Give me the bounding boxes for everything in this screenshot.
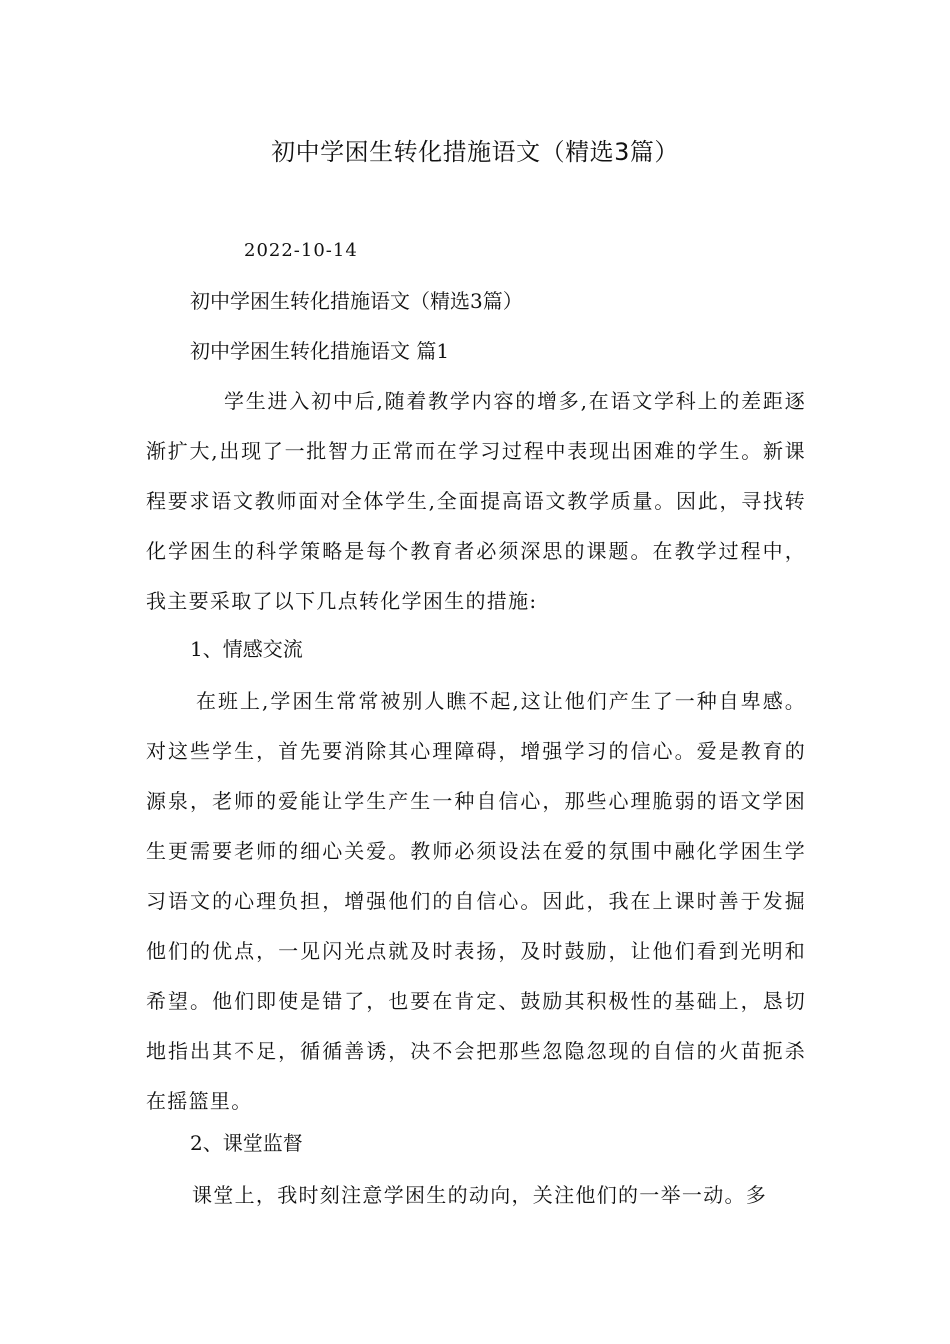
section-paragraph-1: 在班上,学困生常常被别人瞧不起,这让他们产生了一种自卑感。对这些学生，首先要消除其心理障碍，增强学习的信心。爱是教育的源泉，老师的爱能让学生产生一种自信心，那些心理脆弱的语文学困生更需要老师的细心关爱。教师必须设法在爱的氛围中融化学困生学习语文的心理负担，增强他们的自信心。因此，我在上课时善于发掘他们的优点，一见闪光点就及时表扬，及时鼓励，让他们看到光明和希望。他们即使是错了，也要在肯定、鼓励其积极性的基础上，恳切地指出其不足，循循善诱，决不会把那些忽隐忽现的自信的火苗扼杀在摇篮里。 (146, 689, 806, 1113)
document-title: 初中学困生转化措施语文（精选3篇） (271, 138, 679, 166)
document-subtitle: 初中学困生转化措施语文（精选3篇） (190, 289, 523, 313)
publish-date: 2022-10-14 (244, 240, 358, 261)
intro-paragraph: 学生进入初中后,随着教学内容的增多,在语文学科上的差距逐渐扩大,出现了一批智力正常而在学习过程中表现出困难的学生。新课程要求语文教师面对全体学生,全面提高语文教学质量。因此，寻找转化学困生的科学策略是每个教育者必须深思的课题。在教学过程中，我主要采取了以下几点转化学困生的措施: (146, 389, 806, 613)
article-heading: 初中学困生转化措施语文 篇1 (190, 339, 450, 363)
section-heading-1: 1、情感交流 (190, 637, 303, 661)
section-paragraph-2: 课堂上，我时刻注意学困生的动向，关注他们的一举一动。多 (192, 1183, 768, 1207)
section-heading-2: 2、课堂监督 (190, 1131, 303, 1155)
